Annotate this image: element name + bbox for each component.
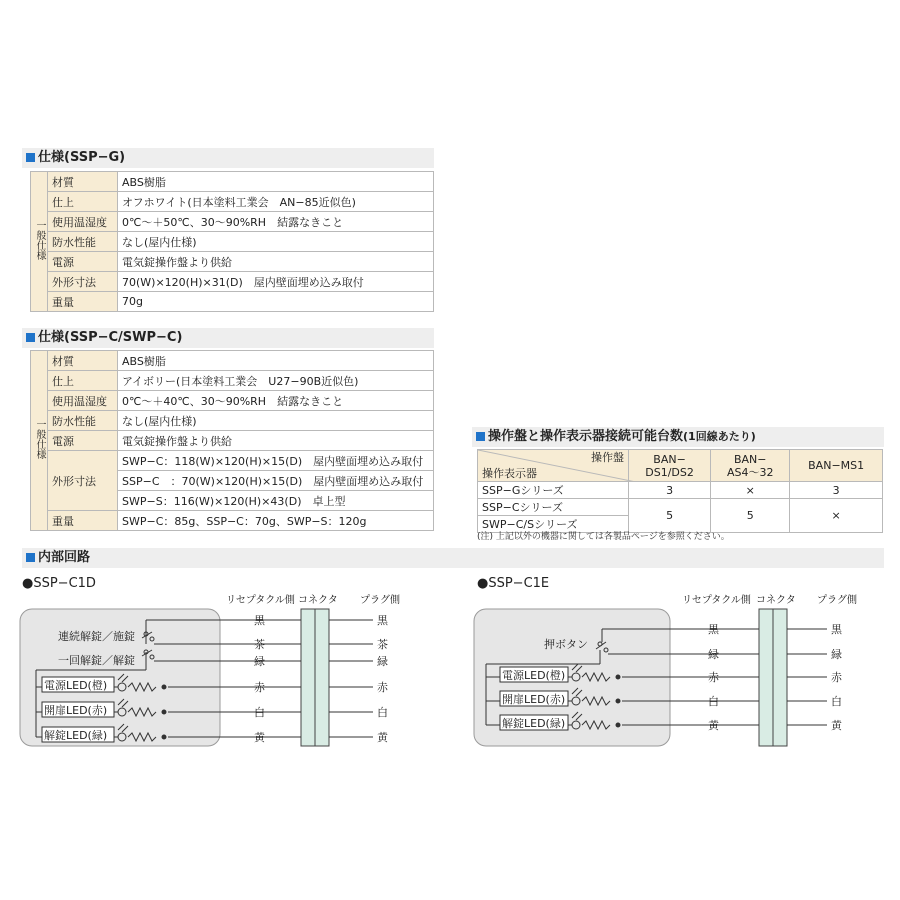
svg-text:茶: 茶 (377, 638, 388, 651)
svg-text:黒: 黒 (831, 623, 842, 636)
table-row: 使用温湿度 0℃〜＋50℃、30〜90%RH 結露なきこと (31, 212, 434, 232)
table-row: 一般仕様 材質 ABS樹脂 (31, 351, 434, 371)
svg-text:赤: 赤 (254, 681, 265, 694)
led3-label: 解錠LED(緑) (502, 717, 566, 730)
svg-text:緑: 緑 (708, 648, 719, 661)
svg-text:白: 白 (254, 706, 265, 719)
category-cell: 一般仕様 (31, 351, 48, 531)
svg-text:赤: 赤 (708, 671, 719, 684)
table-row: 電源 電気錠操作盤より供給 (31, 252, 434, 272)
table-row: SSP−Gシリーズ 3 × 3 (478, 482, 883, 499)
svg-text:黄: 黄 (708, 719, 719, 732)
table-row: 外形寸法 70(W)×120(H)×31(D) 屋内壁面埋め込み取付 (31, 272, 434, 292)
wire-colors-receptacle (708, 623, 720, 732)
table-row: 防水性能 なし(屋内仕様) (31, 411, 434, 431)
svg-text:黒: 黒 (377, 614, 388, 627)
table-row: 外形寸法 SWP−C：118(W)×120(H)×15(D) 屋内壁面埋め込み取付 (31, 451, 434, 471)
circuit-title: 内部回路 (22, 548, 884, 568)
svg-text:茶: 茶 (254, 638, 265, 651)
plug-label: プラグ側 (817, 595, 857, 606)
svg-text:白: 白 (377, 706, 388, 719)
table-row: 操作盤 操作表示器 BAN− DS1/DS2 BAN− AS4〜32 BAN−MS1 (478, 450, 883, 482)
svg-text:黒: 黒 (254, 614, 265, 627)
table-row: SWP−C/Sシリーズ (478, 516, 883, 533)
table-row: 重量 70g (31, 292, 434, 312)
corner-cell: 操作盤 操作表示器 (478, 450, 629, 482)
receptacle-label: リセプタクル側 (226, 595, 295, 606)
circuit-left-diagram (18, 592, 458, 752)
table-row: SWP−S：116(W)×120(H)×43(D) 卓上型 (31, 491, 434, 511)
circuit-left-model: ●SSP−C1D (22, 576, 96, 591)
svg-text:黄: 黄 (254, 731, 265, 744)
spec-g-table (30, 171, 434, 312)
svg-text:白: 白 (708, 695, 719, 708)
wire-colors-plug (831, 623, 843, 732)
svg-text:黄: 黄 (377, 731, 388, 744)
led3-label: 解錠LED(緑) (44, 729, 108, 742)
svg-text:緑: 緑 (377, 655, 388, 668)
svg-text:赤: 赤 (377, 681, 388, 694)
table-row: SSP−C ：70(W)×120(H)×15(D) 屋内壁面埋め込み取付 (31, 471, 434, 491)
wire-colors-plug (377, 614, 389, 744)
plug-label: プラグ側 (360, 595, 400, 606)
connector-label: コネクタ (298, 595, 338, 606)
circuit-right-diagram (472, 592, 892, 752)
circuit-right-model: ●SSP−C1E (477, 576, 550, 591)
svg-text:緑: 緑 (254, 655, 265, 668)
spec-c-title: 仕様(SSP−C/SWP−C) (22, 328, 434, 348)
receptacle-label: リセプタクル側 (682, 595, 751, 606)
section-marker-icon (26, 333, 35, 342)
section-marker-icon (26, 153, 35, 162)
svg-text:黄: 黄 (831, 719, 842, 732)
table-row: 一般仕様 材質 ABS樹脂 (31, 172, 434, 192)
switch1-label: 連続解錠／施錠 (58, 630, 135, 643)
table-row: 仕上 アイボリー(日本塗料工業会 U27−90B近似色) (31, 371, 434, 391)
spec-g-title: 仕様(SSP−G) (22, 148, 434, 168)
connect-note: (注) 上記以外の機器に関しては各製品ページを参照ください。 (477, 532, 730, 542)
table-row: 重量 SWP−C：85g、SSP−C：70g、SWP−S：120g (31, 511, 434, 531)
connect-table (477, 449, 883, 533)
svg-text:赤: 赤 (831, 671, 842, 684)
wire-colors-receptacle (254, 614, 266, 744)
table-row: 仕上 オフホワイト(日本塗料工業会 AN−85近似色) (31, 192, 434, 212)
connector-label: コネクタ (756, 595, 796, 606)
connect-title: 操作盤と操作表示器接続可能台数(1回線あたり) (472, 427, 884, 447)
table-row: SSP−Cシリーズ 5 5 × (478, 499, 883, 516)
spec-c-table (30, 350, 434, 531)
switch1-label: 押ボタン (544, 638, 588, 651)
section-marker-icon (26, 553, 35, 562)
switch2-label: 一回解錠／解錠 (58, 654, 135, 667)
table-row: 防水性能 なし(屋内仕様) (31, 232, 434, 252)
led2-label: 開扉LED(赤) (44, 704, 108, 717)
led1-label: 電源LED(橙) (44, 679, 108, 692)
led2-label: 開扉LED(赤) (502, 693, 566, 706)
table-row: 使用温湿度 0℃〜＋40℃、30〜90%RH 結露なきこと (31, 391, 434, 411)
section-marker-icon (476, 432, 485, 441)
svg-text:緑: 緑 (831, 648, 842, 661)
svg-text:白: 白 (831, 695, 842, 708)
led1-label: 電源LED(橙) (502, 669, 566, 682)
table-row: 電源 電気錠操作盤より供給 (31, 431, 434, 451)
category-cell: 一般仕様 (31, 172, 48, 312)
svg-text:黒: 黒 (708, 623, 719, 636)
